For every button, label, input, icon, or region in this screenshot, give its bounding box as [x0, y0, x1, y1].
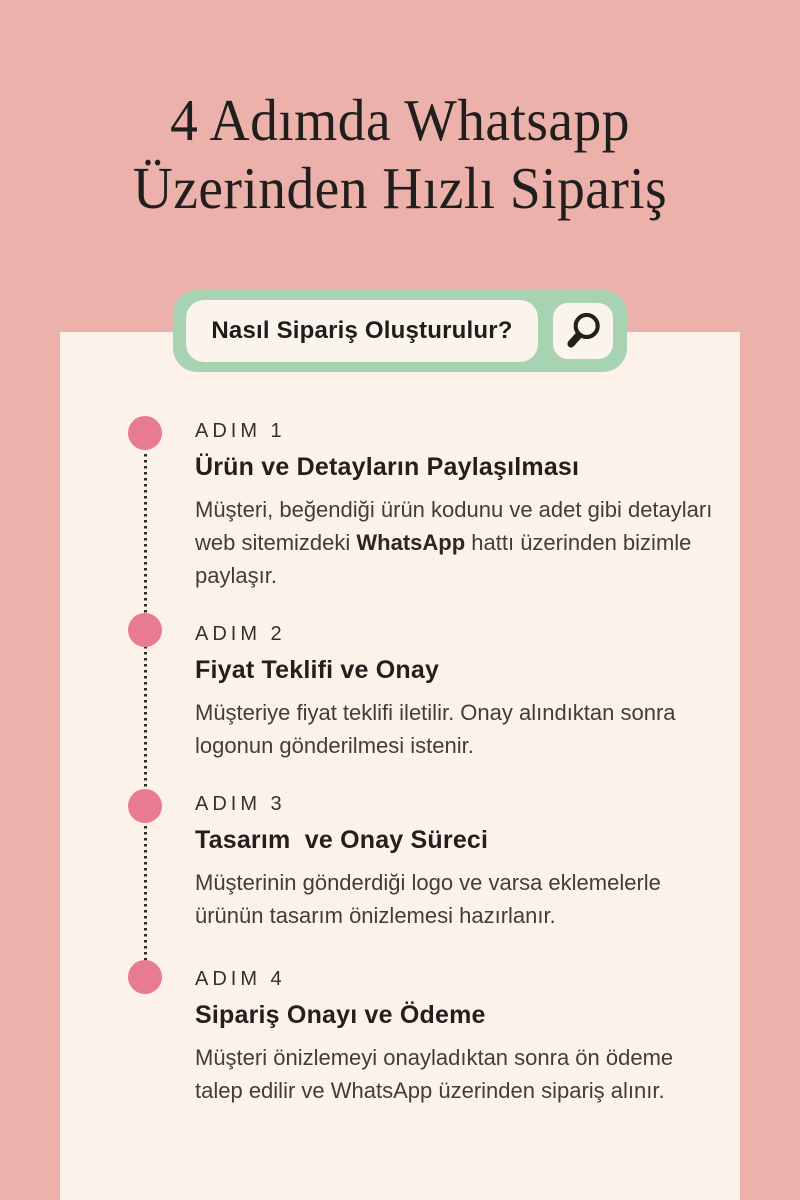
step-2-dot [128, 613, 162, 647]
step-item-2 [195, 623, 720, 762]
step-2-heading: Fiyat Teklifi ve Onay [195, 656, 440, 684]
step-item-4 [195, 968, 720, 1107]
step-2-label: ADIM 2 [195, 623, 286, 645]
search-bar [173, 290, 627, 372]
step-4-label: ADIM 4 [195, 968, 286, 990]
step-1-heading: Ürün ve Detayların Paylaşılması [195, 453, 580, 481]
step-1-label: ADIM 1 [195, 420, 286, 442]
step-4-dot [128, 960, 162, 994]
steps-card [60, 332, 740, 1200]
step-3-label: ADIM 3 [195, 793, 286, 815]
step-1-description: Müşteri, beğendiği ürün kodunu ve adet gibi detayları web sitemizdeki WhatsApp hattı üzerinden bizimle paylaşır. [195, 497, 713, 588]
search-input[interactable]: Nasıl Sipariş Oluşturulur? [186, 300, 538, 362]
magnifier-icon [561, 309, 605, 353]
page-title-line1: 4 Adımda Whatsapp [170, 87, 630, 153]
step-3-dot [128, 789, 162, 823]
step-4-heading: Sipariş Onayı ve Ödeme [195, 1001, 486, 1029]
step-item-1 [195, 420, 720, 592]
step-3-heading: Tasarım ve Onay Süreci [195, 826, 489, 854]
step-4-description: Müşteri önizlemeyi onayladıktan sonra ön ödeme talep edilir ve WhatsApp üzerinden sipariş alınır. [195, 1045, 674, 1103]
step-item-3 [195, 793, 720, 932]
step-1-dot [128, 416, 162, 450]
timeline-dotted-line [144, 454, 147, 970]
step-3-description: Müşterinin gönderdiği logo ve varsa eklemelerle ürünün tasarım önizlemesi hazırlanır. [195, 870, 661, 928]
page-title-line2: Üzerinden Hızlı Sipariş [132, 155, 668, 221]
page-title [24, 86, 776, 222]
search-button[interactable] [553, 303, 613, 359]
step-2-description: Müşteriye fiyat teklifi iletilir. Onay alındıktan sonra logonun gönderilmesi istenir. [195, 700, 676, 758]
